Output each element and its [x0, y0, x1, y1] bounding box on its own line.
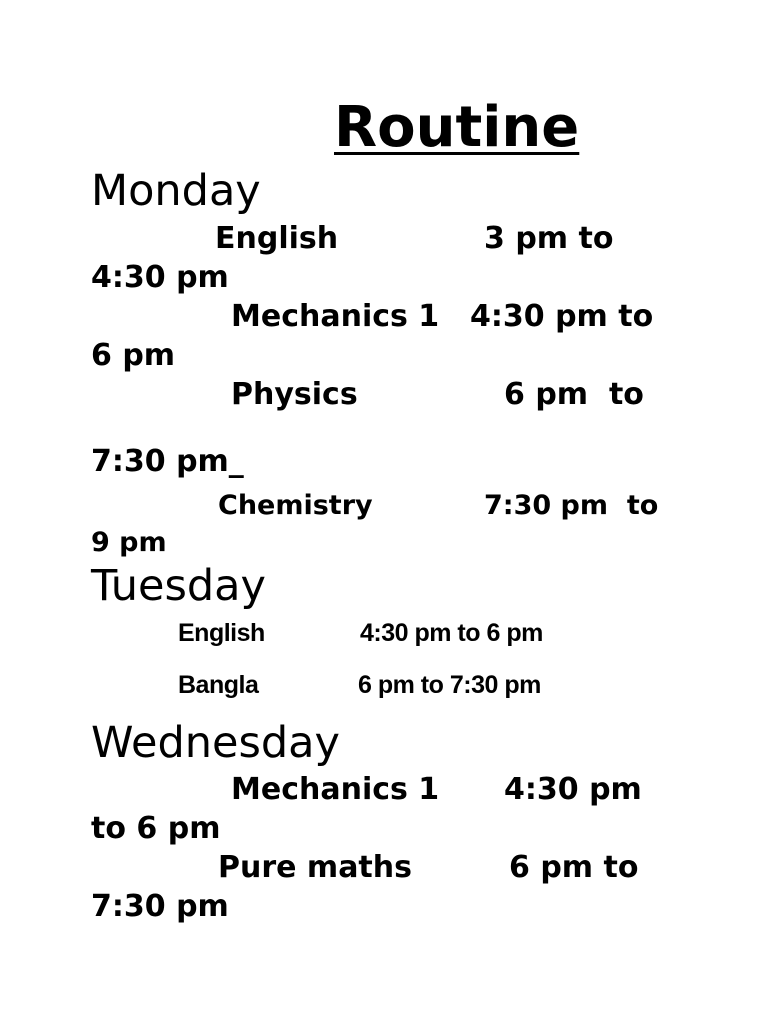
monday-time-english: 3 pm to — [484, 221, 614, 256]
wednesday-subject-pure-maths: Pure maths — [218, 850, 412, 885]
tuesday-subject-bangla: Bangla — [178, 671, 259, 699]
monday-time-chemistry-cont: 9 pm — [91, 527, 167, 558]
wednesday-subject-mechanics: Mechanics 1 — [231, 772, 440, 807]
monday-time-english-cont: 4:30 pm — [91, 260, 229, 295]
day-heading-tuesday: Tuesday — [91, 561, 266, 611]
page-title: Routine — [334, 95, 580, 160]
monday-time-chemistry: 7:30 pm to — [484, 490, 659, 521]
day-heading-wednesday: Wednesday — [91, 718, 340, 768]
monday-time-physics-cont: 7:30 pm_ — [91, 444, 244, 479]
day-heading-monday: Monday — [91, 166, 261, 216]
monday-subject-physics: Physics — [231, 377, 358, 412]
wednesday-time-pure-maths-cont: 7:30 pm — [91, 889, 229, 924]
monday-time-mechanics-cont: 6 pm — [91, 338, 176, 373]
monday-subject-mechanics: Mechanics 1 — [231, 299, 440, 334]
tuesday-time-bangla: 6 pm to 7:30 pm — [358, 671, 541, 699]
wednesday-time-pure-maths: 6 pm to — [509, 850, 639, 885]
monday-subject-english: English — [215, 221, 339, 256]
monday-subject-chemistry: Chemistry — [218, 490, 373, 521]
tuesday-subject-english: English — [178, 619, 265, 647]
monday-time-mechanics: 4:30 pm to — [470, 299, 654, 334]
wednesday-time-mechanics: 4:30 pm — [504, 772, 642, 807]
tuesday-time-english: 4:30 pm to 6 pm — [360, 619, 543, 647]
wednesday-time-mechanics-cont: to 6 pm — [91, 811, 221, 846]
monday-time-physics: 6 pm to — [504, 377, 644, 412]
